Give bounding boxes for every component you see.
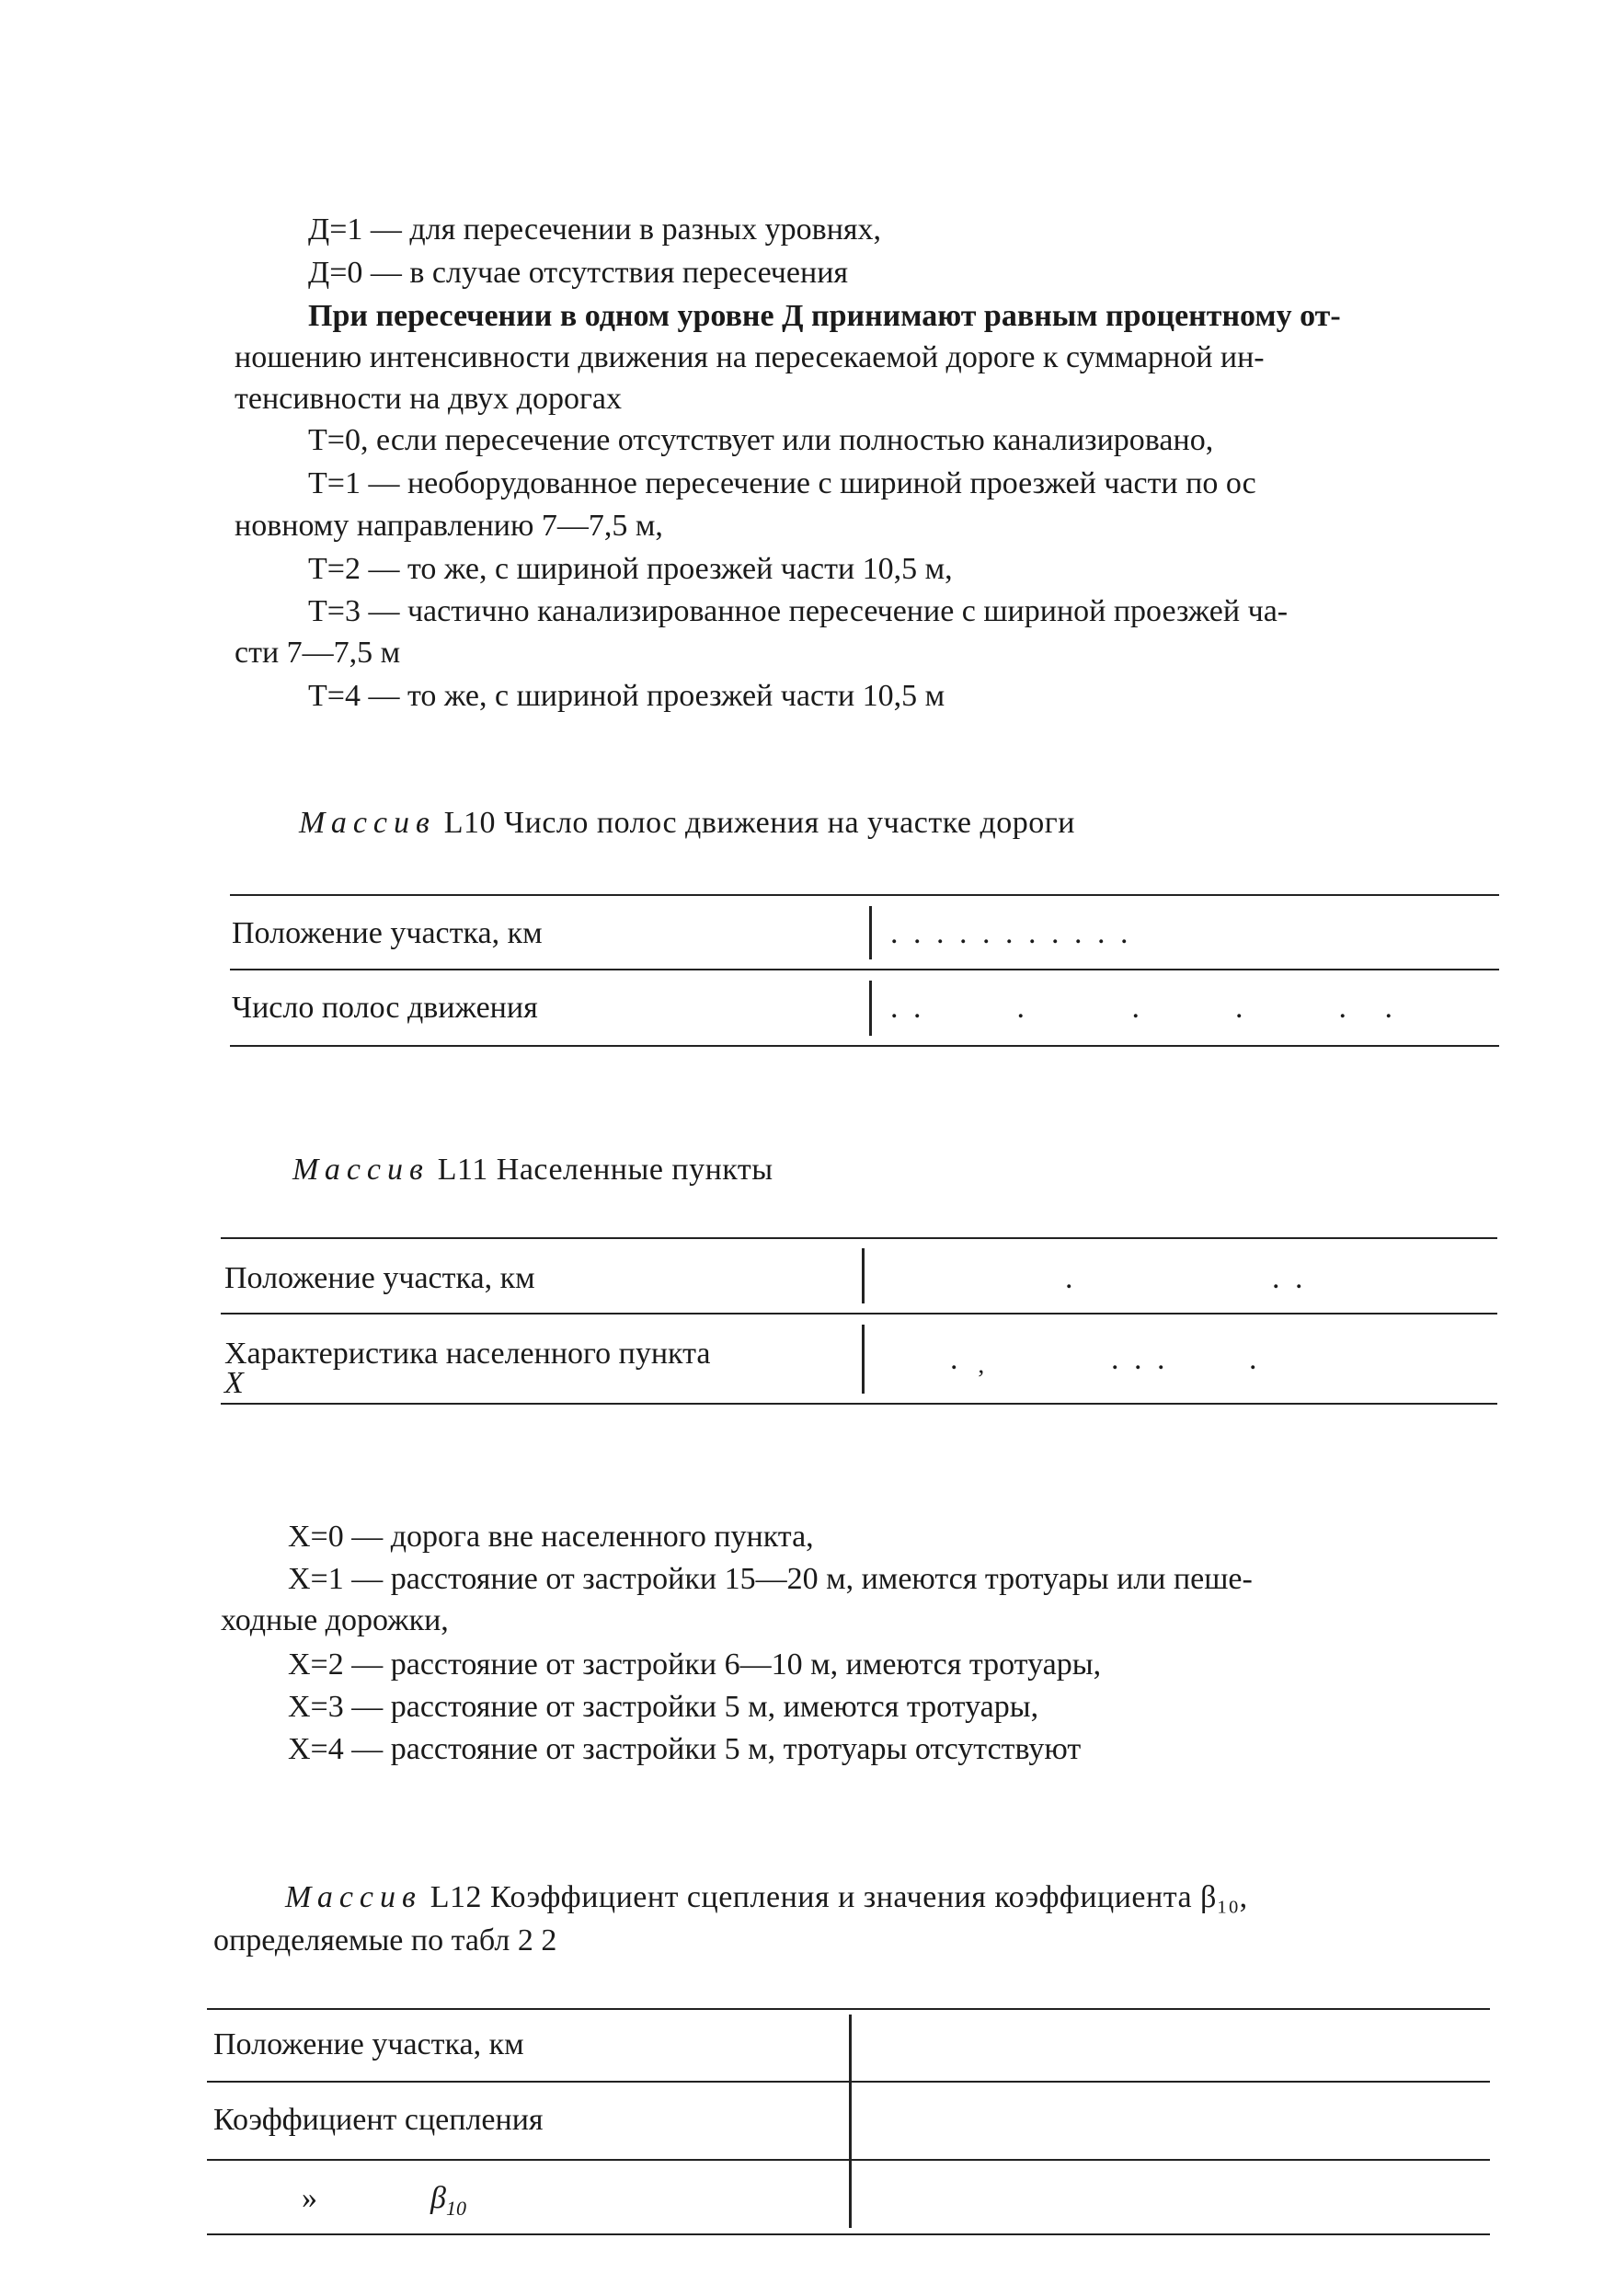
array-word: Массив bbox=[299, 806, 436, 840]
text-line: ходные дорожки, bbox=[221, 1603, 449, 1637]
table-row-label-symbol: Х bbox=[224, 1366, 244, 1400]
table-rule bbox=[230, 894, 1499, 896]
table-rule bbox=[207, 2233, 1490, 2235]
text-line: Х=1 — расстояние от застройки 15—20 м, имеются тротуары или пеше- bbox=[288, 1562, 1253, 1596]
text-line: Х=4 — расстояние от застройки 5 м, тротуары отсутствуют bbox=[288, 1732, 1082, 1766]
text-line: тенсивности на двух дорогах bbox=[235, 382, 622, 416]
array-l12-caption bbox=[285, 1879, 1248, 1916]
text-line: Т=2 — то же, с шириной проезжей части 10,5 м, bbox=[308, 552, 953, 586]
table-row-label: Положение участка, км bbox=[213, 2027, 524, 2061]
table-row-value: . . . . . . . bbox=[890, 991, 1396, 1025]
table-rule bbox=[221, 1237, 1497, 1239]
array-word: Массив bbox=[292, 1153, 430, 1187]
table-divider bbox=[862, 1325, 865, 1394]
text-line: При пересечении в одном уровне Д принимают равным процентному от- bbox=[308, 299, 1341, 333]
table-divider bbox=[869, 906, 872, 959]
text-line: Д=1 — для пересечении в разных уровнях, bbox=[308, 212, 882, 247]
text-line: сти 7—7,5 м bbox=[235, 636, 401, 670]
array-caption-text: L11 Населенные пункты bbox=[437, 1153, 773, 1187]
text-line: Т=4 — то же, с шириной проезжей части 10,5 м bbox=[308, 679, 945, 713]
text-line: ношению интенсивности движения на пересекаемой дороге к суммарной ин- bbox=[235, 340, 1265, 374]
array-word: Массив bbox=[285, 1880, 422, 1914]
text-line: Д=0 — в случае отсутствия пересечения bbox=[308, 256, 849, 290]
table-row-label: Коэффициент сцепления bbox=[213, 2103, 544, 2137]
table-rule bbox=[230, 1045, 1499, 1047]
table-row-label: Характеристика населенного пункта bbox=[224, 1337, 711, 1371]
beta-symbol: β bbox=[430, 2181, 446, 2215]
table-rule bbox=[230, 969, 1499, 970]
array-l11-caption bbox=[292, 1152, 773, 1188]
table-row-label: Положение участка, км bbox=[224, 1261, 535, 1295]
table-divider bbox=[849, 2015, 852, 2228]
table-row-label: Положение участка, км bbox=[232, 916, 543, 950]
beta-subscript: 10 bbox=[445, 2196, 466, 2220]
array-caption-text: L10 Число полос движения на участке дороги bbox=[443, 806, 1075, 840]
table-rule bbox=[207, 2008, 1490, 2010]
array-l12-caption-continued: определяемые по табл 2 2 bbox=[213, 1923, 557, 1957]
text-line: новному направлению 7—7,5 м, bbox=[235, 509, 663, 543]
ditto-mark: » bbox=[302, 2181, 317, 2215]
table-row-value: . ̦ . . . . bbox=[881, 1342, 1261, 1376]
table-divider bbox=[869, 981, 872, 1036]
table-divider bbox=[862, 1248, 865, 1303]
table-row-value: . . . . . . . . . . . bbox=[890, 916, 1132, 950]
text-line: Т=1 — необорудованное пересечение с шириной проезжей части по ос bbox=[308, 466, 1256, 500]
text-line: Х=3 — расстояние от застройки 5 м, имеются тротуары, bbox=[288, 1690, 1039, 1724]
text-line: Х=2 — расстояние от застройки 6—10 м, имеются тротуары, bbox=[288, 1647, 1102, 1682]
array-caption-text: L12 Коэффициент сцепления и значения коэффициента β₁₀, bbox=[430, 1880, 1248, 1914]
table-rule bbox=[221, 1403, 1497, 1405]
table-row-label: Число полос движения bbox=[232, 991, 538, 1025]
table-rule bbox=[221, 1313, 1497, 1314]
text-line: Х=0 — дорога вне населенного пункта, bbox=[288, 1520, 814, 1554]
array-l10-caption bbox=[299, 805, 1075, 842]
table-row-value: . . . bbox=[881, 1261, 1307, 1295]
beta-label bbox=[430, 2180, 466, 2227]
text-line: Т=3 — частично канализированное пересечение с шириной проезжей ча- bbox=[308, 594, 1289, 628]
text-line: Т=0, если пересечение отсутствует или полностью канализировано, bbox=[308, 423, 1214, 457]
